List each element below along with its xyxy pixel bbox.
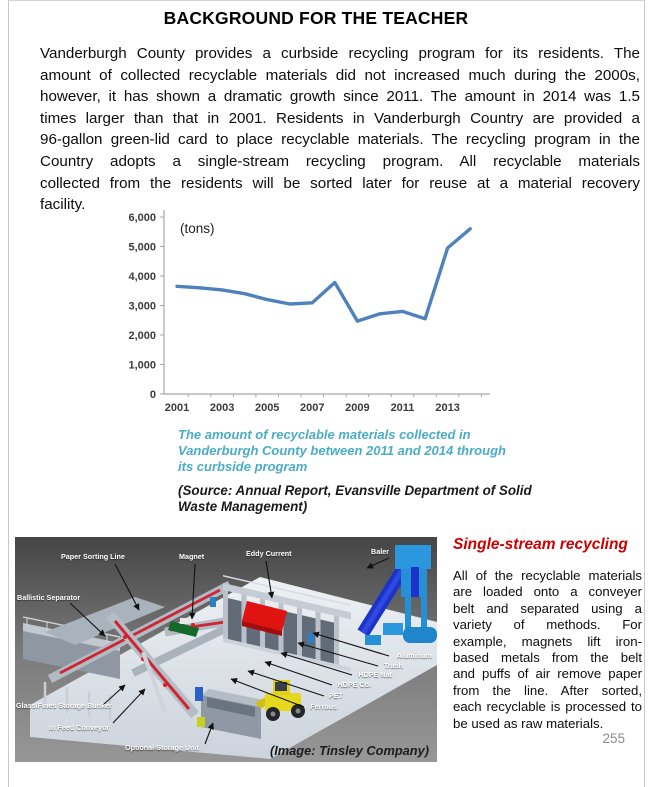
svg-text:2003: 2003 [209,402,235,414]
svg-text:(tons): (tons) [180,221,215,236]
chart-canvas [108,206,493,418]
sidebar-line: belt and separated using a [453,600,642,616]
page-number: 255 [602,731,625,746]
facility-label-eddy-current: Eddy Current [246,549,292,558]
intro-paragraph [40,43,640,216]
facility-label-ferrous: Ferrous [310,702,337,711]
page-title: BACKGROUND FOR THE TEACHER [163,8,469,28]
svg-text:2013: 2013 [435,402,460,414]
sidebar-line: based metals from the belt [453,650,642,666]
sidebar-paragraph [453,568,642,732]
intro-line: Country adopts a single-stream recycling program. All recyclable materials [40,152,640,170]
sidebar-line: and puffs of air remove paper [453,666,642,682]
facility-label-aluminum: Aluminum [396,651,432,660]
facility-label-paper-sorting-line: Paper Sorting Line [61,552,125,561]
chart-source [178,483,558,516]
facility-label-in-feed-conveyor: In Feed Conveyor [49,723,110,732]
facility-label-optional-storage-unit: Optional Storage Unit [125,743,199,752]
chart-source-line: Waste Management) [178,499,308,515]
facility-label-hdpe-col: HDPE Col [337,680,371,689]
svg-text:2001: 2001 [164,402,190,414]
facility-label-ballistic-separator: Ballistic Separator [17,593,81,602]
svg-text:2007: 2007 [300,402,325,414]
chart-caption-line: Vanderburgh County between 2011 and 2014 through [178,442,506,458]
sidebar-line: are loaded onto a conveyer [453,584,642,600]
svg-text:2005: 2005 [254,402,280,414]
intro-line: facility. [40,196,86,214]
intro-line: 96-gallon green-lid card to place recyclable materials. The recycling program in the [40,131,640,149]
facility-label-trash: Trash [383,661,403,670]
svg-text:4,000: 4,000 [128,271,156,283]
svg-text:3,000: 3,000 [128,300,156,313]
facility-label-baler: Baler [371,547,389,556]
svg-text:2011: 2011 [390,402,415,414]
sidebar-title: Single-stream recycling [453,536,628,553]
sidebar-line: be used as raw materials. [453,715,604,731]
sidebar-line: each recyclable is processed to [453,699,642,715]
svg-text:2,000: 2,000 [128,330,156,342]
intro-line: collected from the residents will be sorted later for reuse at a material recovery [40,174,640,192]
image-credit: (Image: Tinsley Company) [269,743,429,758]
sidebar-line: variety of methods. For [453,617,642,633]
facility-label-pet: PET [329,691,343,700]
intro-line: times larger than that in 2001. Residents in Vanderburgh Country are provided a [40,109,640,127]
facility-image [15,537,437,762]
facility-label-magnet: Magnet [179,552,205,561]
chart-caption [178,427,558,474]
svg-text:1,000: 1,000 [128,359,156,372]
sidebar-line: example, magnets lift iron- [453,633,642,649]
intro-line: however, it has shown a dramatic growth since 2011. The amount in 2014 was 1.5 [40,88,640,106]
facility-label-hdpe-nat: HDPE Nat [358,670,392,679]
recycling-line-chart [108,206,493,418]
chart-caption-line: its curbside program [178,458,308,474]
svg-text:6,000: 6,000 [128,212,156,224]
sidebar [453,536,642,732]
chart-source-line: (Source: Annual Report, Evansville Department of Solid [178,483,532,498]
svg-text:2009: 2009 [345,402,370,414]
facility-label-glass-fines-storage-bunker: Glass/Fines Storage Bunker [16,701,112,710]
svg-text:5,000: 5,000 [128,241,156,254]
svg-text:0: 0 [149,389,156,401]
chart-caption-line: The amount of recyclable materials collected in [178,427,471,442]
sidebar-line: All of the recyclable materials [453,568,642,583]
intro-line: amount of collected recyclable materials did not increased much during the 2000s, [40,66,640,84]
intro-line: Vanderburgh County provides a curbside recycling program for its residents. The [40,45,640,62]
sidebar-line: from the line. After sorted, [453,682,642,698]
